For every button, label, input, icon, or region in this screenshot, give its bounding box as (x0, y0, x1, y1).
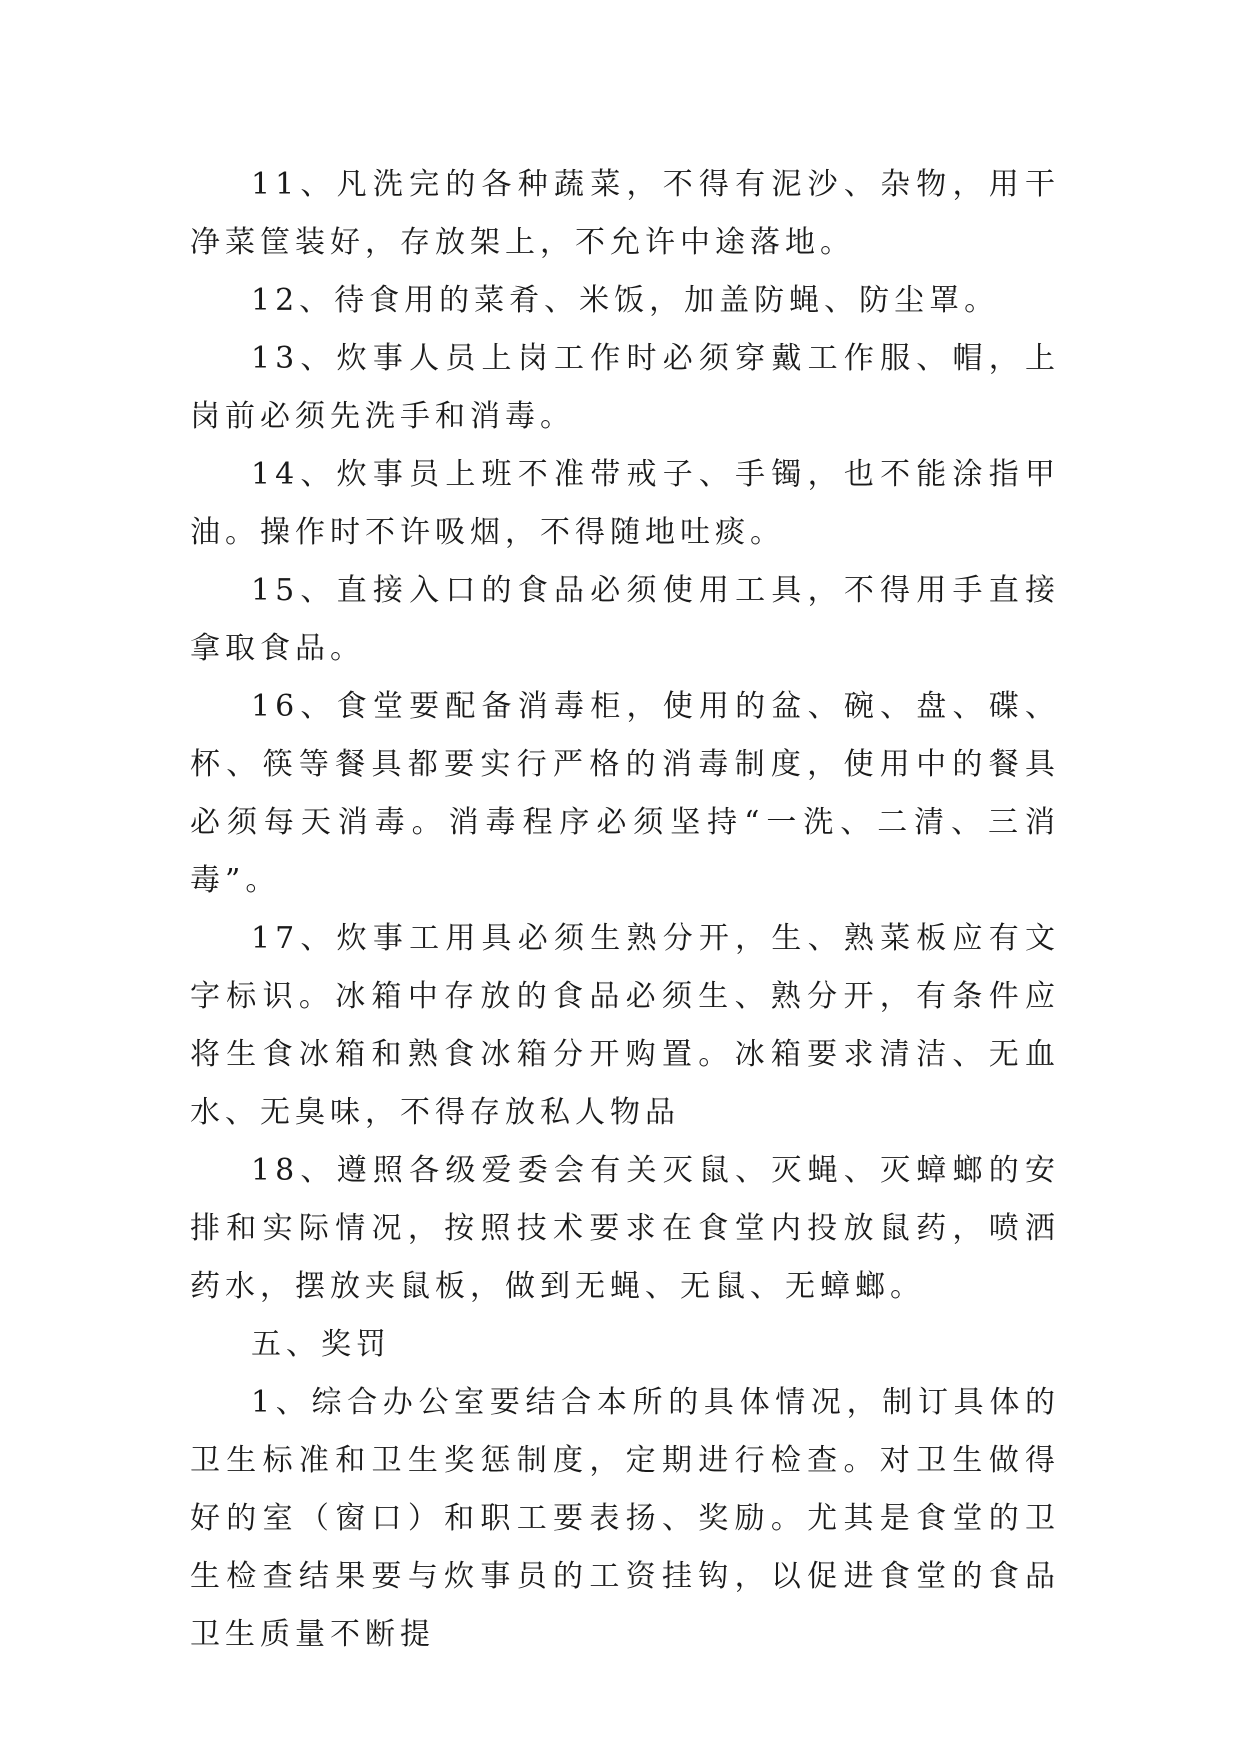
paragraph-item-15: 15、直接入口的食品必须使用工具，不得用手直接拿取食品。 (190, 573, 1060, 666)
paragraph-rewards-1: 1、综合办公室要结合本所的具体情况，制订具体的卫生标准和卫生奖惩制度，定期进行检查。对卫生做得好的室（窗口）和职工要表扬、奖励。尤其是食堂的卫生检查结果要与炊事员的工资挂钩，以促进食堂的食品卫生质量不断提 (190, 1385, 1060, 1652)
paragraph-item-13: 13、炊事人员上岗工作时必须穿戴工作服、帽，上岗前必须先洗手和消毒。 (190, 341, 1060, 434)
paragraph-item-11: 11、凡洗完的各种蔬菜，不得有泥沙、杂物，用干净菜筐装好，存放架上，不允许中途落地。 (190, 167, 1060, 260)
document-body (190, 156, 1060, 1664)
paragraph-item-16: 16、食堂要配备消毒柜，使用的盆、碗、盘、碟、杯、筷等餐具都要实行严格的消毒制度，使用中的餐具必须每天消毒。消毒程序必须坚持“一洗、二清、三消毒”。 (190, 689, 1060, 898)
paragraph-item-12: 12、待食用的菜肴、米饭，加盖防蝇、防尘罩。 (251, 283, 1000, 318)
section-heading-rewards: 五、奖罚 (251, 1327, 391, 1362)
paragraph-item-18: 18、遵照各级爱委会有关灭鼠、灭蝇、灭蟑螂的安排和实际情况，按照技术要求在食堂内投放鼠药，喷洒药水，摆放夹鼠板，做到无蝇、无鼠、无蟑螂。 (190, 1153, 1060, 1304)
paragraph-item-17: 17、炊事工用具必须生熟分开，生、熟菜板应有文字标识。冰箱中存放的食品必须生、熟分开，有条件应将生食冰箱和熟食冰箱分开购置。冰箱要求清洁、无血水、无臭味，不得存放私人物品 (190, 921, 1060, 1130)
paragraph-item-14: 14、炊事员上班不准带戒子、手镯，也不能涂指甲油。操作时不许吸烟，不得随地吐痰。 (190, 457, 1060, 550)
